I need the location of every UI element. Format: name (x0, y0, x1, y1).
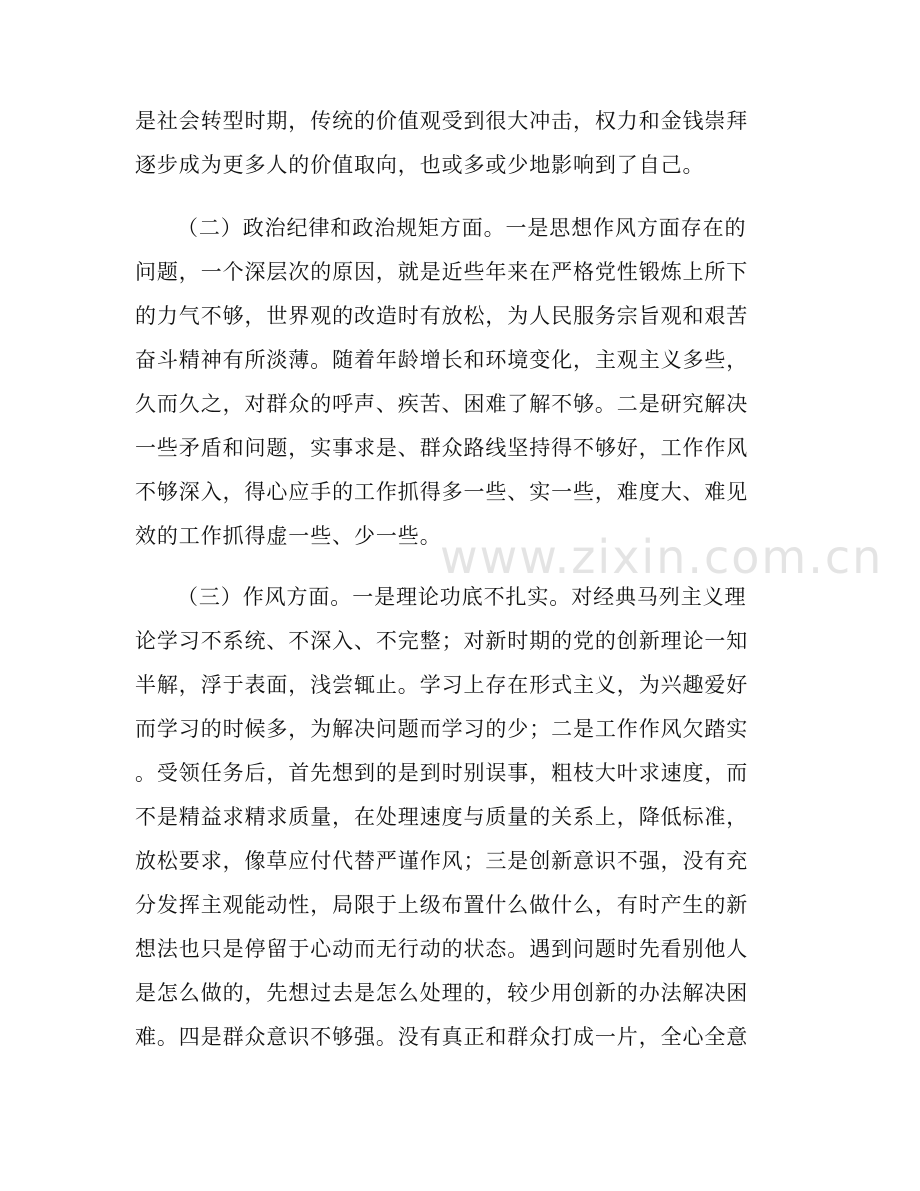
text-line: （二）政治纪律和政治规矩方面。一是思想作风方面存在的 (177, 216, 747, 240)
text-line: 效的工作抓得虚一些、少一些。 (135, 524, 442, 548)
text-line: 半解，浮于表面，浅尝辄止。学习上存在形式主义，为兴趣爱好 (135, 673, 749, 697)
text-line: 论学习不系统、不深入、不完整；对新时期的党的创新理论一知 (135, 629, 749, 653)
text-line: 久而久之，对群众的呼声、疾苦、困难了解不够。二是研究解决 (135, 392, 749, 416)
text-line: 想法也只是停留于心动而无行动的状态。遇到问题时先看别他人 (135, 937, 749, 961)
text-line: 不够深入，得心应手的工作抓得多一些、实一些，难度大、难见 (135, 480, 749, 504)
paragraph-work-style (135, 575, 775, 1059)
text-line: 是社会转型时期，传统的价值观受到很大冲击，权力和金钱崇拜 (135, 109, 749, 133)
text-line: 问题，一个深层次的原因，就是近些年来在严格党性锻炼上所下 (135, 260, 749, 284)
text-line: 分发挥主观能动性，局限于上级布置什么做什么，有时产生的新 (135, 893, 749, 917)
text-line: 的力气不够，世界观的改造时有放松，为人民服务宗旨观和艰苦 (135, 304, 749, 328)
text-line: 奋斗精神有所淡薄。随着年龄增长和环境变化，主观主义多些， (135, 348, 749, 372)
watermark: www.zixin.com.cn (440, 530, 884, 584)
text-line: 。受领任务后，首先想到的是到时别误事，粗枝大叶求速度，而 (135, 761, 749, 785)
paragraph-political-discipline (135, 206, 775, 558)
text-line: 逐步成为更多人的价值取向，也或多或少地影响到了自己。 (135, 153, 705, 177)
text-line: 不是精益求精求质量，在处理速度与质量的关系上，降低标准， (135, 805, 749, 829)
text-line: 放松要求，像草应付代替严谨作风；三是创新意识不强，没有充 (135, 849, 749, 873)
paragraph-continuation (135, 99, 775, 187)
text-line: 是怎么做的，先想过去是怎么处理的，较少用创新的办法解决困 (135, 981, 749, 1005)
text-line: 而学习的时候多，为解决问题而学习的少；二是工作作风欠踏实 (135, 717, 749, 741)
text-line: 难。四是群众意识不够强。没有真正和群众打成一片，全心全意 (135, 1025, 749, 1049)
text-line: 一些矛盾和问题，实事求是、群众路线坚持得不够好，工作作风 (135, 436, 749, 460)
text-line: （三）作风方面。一是理论功底不扎实。对经典马列主义理 (177, 585, 747, 609)
